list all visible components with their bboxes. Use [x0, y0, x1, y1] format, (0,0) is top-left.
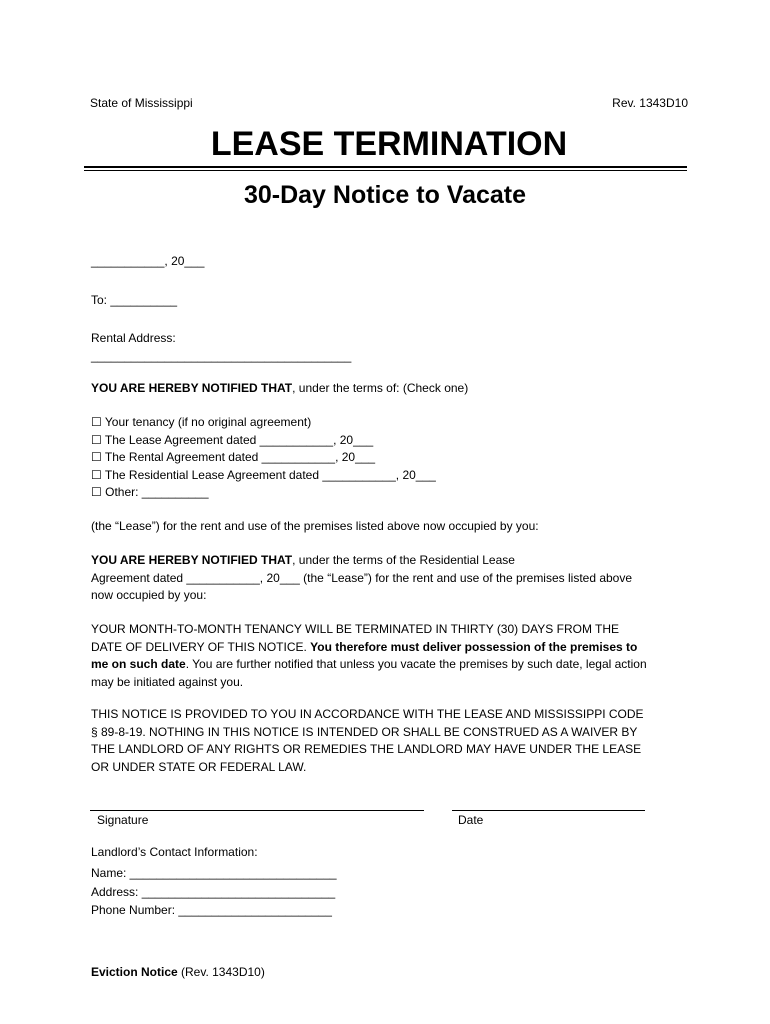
- state-label: State of Mississippi: [90, 96, 193, 110]
- checkbox-icon[interactable]: ☐: [91, 485, 102, 499]
- notified-check-one: [91, 380, 468, 397]
- termination-line3-plain: . You are further notified that unless you vacate the premises by such date, legal action: [185, 657, 647, 671]
- checkbox-icon[interactable]: ☐: [91, 450, 102, 464]
- notified-bold: YOU ARE HEREBY NOTIFIED THAT: [91, 553, 293, 567]
- signature-label: Signature: [97, 813, 149, 827]
- checklist-item-tenancy[interactable]: [91, 414, 436, 432]
- footer: [91, 964, 265, 981]
- termination-line4: may be initiated against you.: [91, 674, 244, 689]
- date-field[interactable]: ___________, 20___: [91, 254, 205, 268]
- notified-residential-paragraph: [91, 552, 681, 605]
- notified-line1: , under the terms of the Residential Lease: [292, 553, 515, 567]
- termination-line1: YOUR MONTH-TO-MONTH TENANCY WILL BE TERMINATED IN THIRTY (30) DAYS FROM THE: [91, 622, 620, 636]
- checklist-label: The Lease Agreement dated ___________, 20___: [104, 432, 374, 447]
- legal-line1: THIS NOTICE IS PROVIDED TO YOU IN ACCORDANCE WITH THE LEASE AND MISSISSIPPI CODE: [91, 707, 644, 721]
- legal-paragraph: [91, 706, 681, 776]
- checklist-item-residential-lease[interactable]: [91, 467, 436, 485]
- revision-label: Rev. 1343D10: [612, 96, 688, 110]
- checklist-item-rental-agreement[interactable]: [91, 449, 436, 467]
- checkbox-icon[interactable]: ☐: [91, 415, 102, 429]
- termination-line2-plain: DATE OF DELIVERY OF THIS NOTICE.: [91, 639, 311, 654]
- footer-revision: (Rev. 1343D10): [177, 965, 265, 979]
- checkbox-icon[interactable]: ☐: [91, 467, 102, 482]
- checklist-label: The Residential Lease Agreement dated ___________, 20___: [104, 467, 436, 482]
- checklist-label: The Rental Agreement dated ___________, 20___: [104, 450, 376, 464]
- document-subtitle: 30-Day Notice to Vacate: [243, 181, 527, 209]
- termination-line2-bold: You therefore must deliver possession of the premises to: [310, 639, 638, 654]
- signature-line[interactable]: [90, 810, 424, 811]
- checklist-item-other[interactable]: [91, 484, 436, 502]
- termination-paragraph: [91, 621, 681, 691]
- rental-address-label: Rental Address:: [91, 331, 176, 345]
- notified-bold: YOU ARE HEREBY NOTIFIED THAT: [91, 381, 293, 395]
- document-title: LEASE TERMINATION: [210, 125, 568, 163]
- date-line[interactable]: [452, 810, 645, 811]
- notified-rest: , under the terms of: (Check one): [292, 381, 469, 395]
- contact-name-field[interactable]: Name: _______________________________: [91, 866, 337, 880]
- contact-phone-field[interactable]: Phone Number: _______________________: [91, 903, 332, 917]
- contact-heading: Landlord’s Contact Information:: [91, 845, 258, 859]
- legal-line4: OR UNDER STATE OR FEDERAL LAW.: [91, 759, 307, 774]
- notified-line2: Agreement dated ___________, 20___ (the “Lease”) for the rent and use of the premises listed above: [91, 570, 633, 585]
- title-rule-thick: [84, 166, 687, 168]
- lease-type-checklist: [91, 414, 436, 502]
- checklist-item-lease-agreement[interactable]: [91, 432, 436, 450]
- notified-line3: now occupied by you:: [91, 588, 207, 602]
- legal-line3: THE LANDLORD OF ANY RIGHTS OR REMEDIES THE LANDLORD MAY HAVE UNDER THE LEASE: [91, 742, 642, 756]
- checklist-label: Other: __________: [105, 485, 209, 499]
- title-rule-thin: [84, 170, 687, 171]
- date-label: Date: [458, 813, 484, 827]
- lease-clause: (the “Lease”) for the rent and use of the premises listed above now occupied by you:: [91, 519, 539, 533]
- to-field[interactable]: To: __________: [91, 293, 178, 307]
- checkbox-icon[interactable]: ☐: [91, 432, 102, 447]
- termination-line3-bold: me on such date: [91, 657, 186, 671]
- legal-line2: § 89-8-19. NOTHING IN THIS NOTICE IS INTENDED OR SHALL BE CONSTRUED AS A WAIVER BY: [91, 724, 638, 739]
- footer-title: Eviction Notice: [91, 965, 178, 979]
- contact-address-field[interactable]: Address: _____________________________: [91, 885, 336, 899]
- rental-address-field[interactable]: _______________________________________: [91, 349, 352, 363]
- checklist-label: Your tenancy (if no original agreement): [104, 415, 312, 429]
